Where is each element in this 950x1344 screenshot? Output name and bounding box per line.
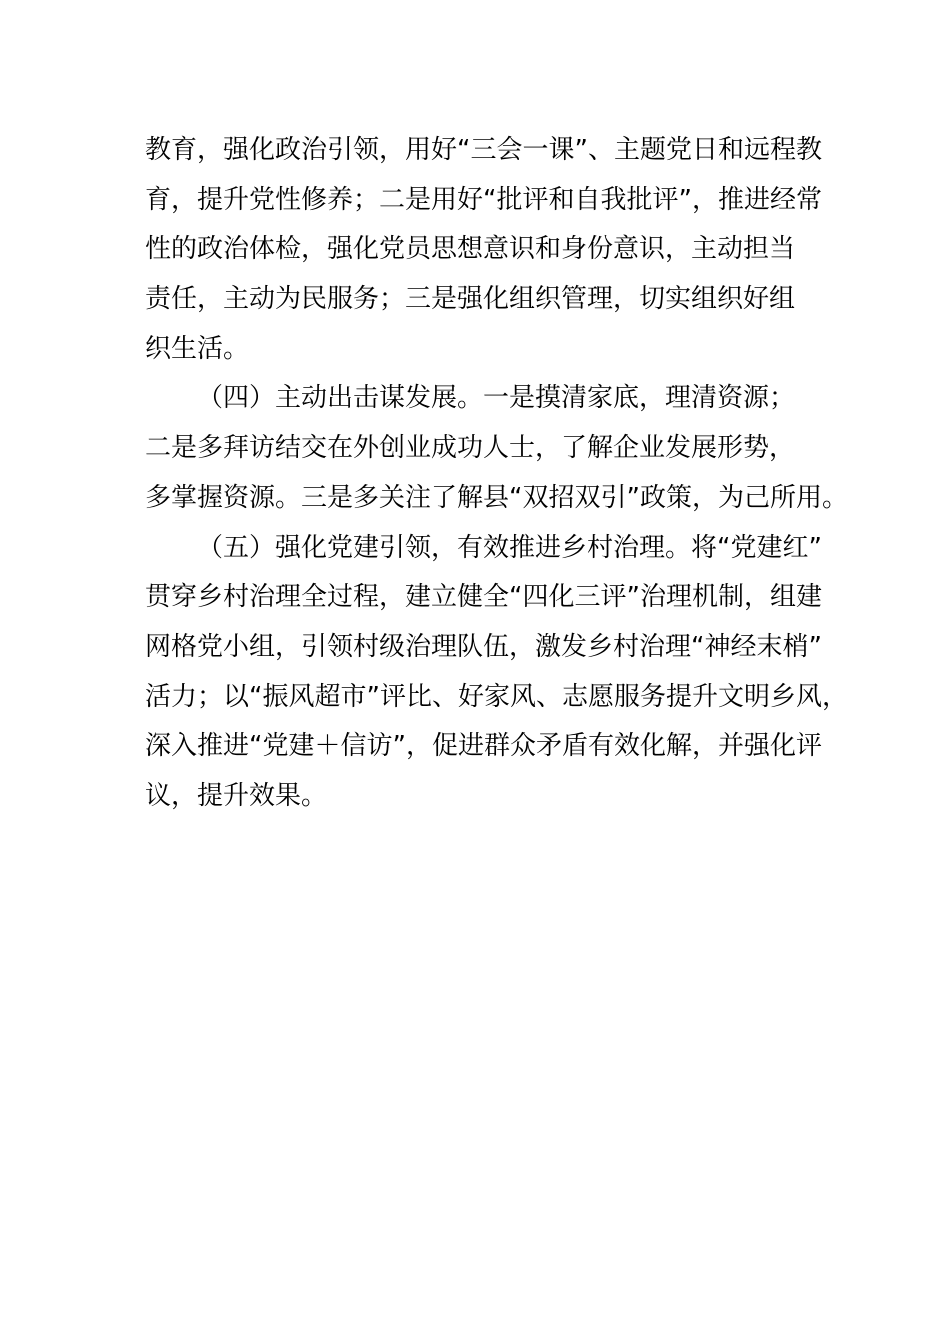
text-line: 育，提升党性修养；二是用好“批评和自我批评”，推进经常 bbox=[145, 184, 822, 215]
text-line: 教育，强化政治引领，用好“三会一课”、主题党日和远程教 bbox=[145, 135, 822, 165]
text-line: 多掌握资源。三是多关注了解县“双招双引”政策，为己所用。 bbox=[145, 482, 848, 513]
text-line: 二是多拜访结交在外创业成功人士，了解企业发展形势， bbox=[145, 433, 796, 464]
body-text bbox=[145, 126, 848, 822]
text-line: 议，提升效果。 bbox=[145, 780, 328, 811]
section-heading-line: （五）强化党建引领，有效推进乡村治理。将“党建红” bbox=[197, 532, 822, 563]
text-line: 责任，主动为民服务；三是强化组织管理，切实组织好组 bbox=[145, 284, 796, 315]
text-line: 深入推进“党建＋信访”，促进群众矛盾有效化解，并强化评 bbox=[145, 731, 822, 762]
section-heading-line: （四）主动出击谋发展。一是摸清家底，理清资源； bbox=[197, 383, 796, 414]
text-line: 织生活。 bbox=[145, 333, 250, 364]
text-line: 活力；以“振风超市”评比、好家风、志愿服务提升文明乡风， bbox=[145, 681, 848, 712]
text-line: 网格党小组，引领村级治理队伍，激发乡村治理“神经末梢” bbox=[145, 631, 822, 662]
text-line: 贯穿乡村治理全过程，建立健全“四化三评”治理机制，组建 bbox=[145, 582, 822, 613]
text-line: 性的政治体检，强化党员思想意识和身份意识，主动担当 bbox=[145, 234, 796, 265]
